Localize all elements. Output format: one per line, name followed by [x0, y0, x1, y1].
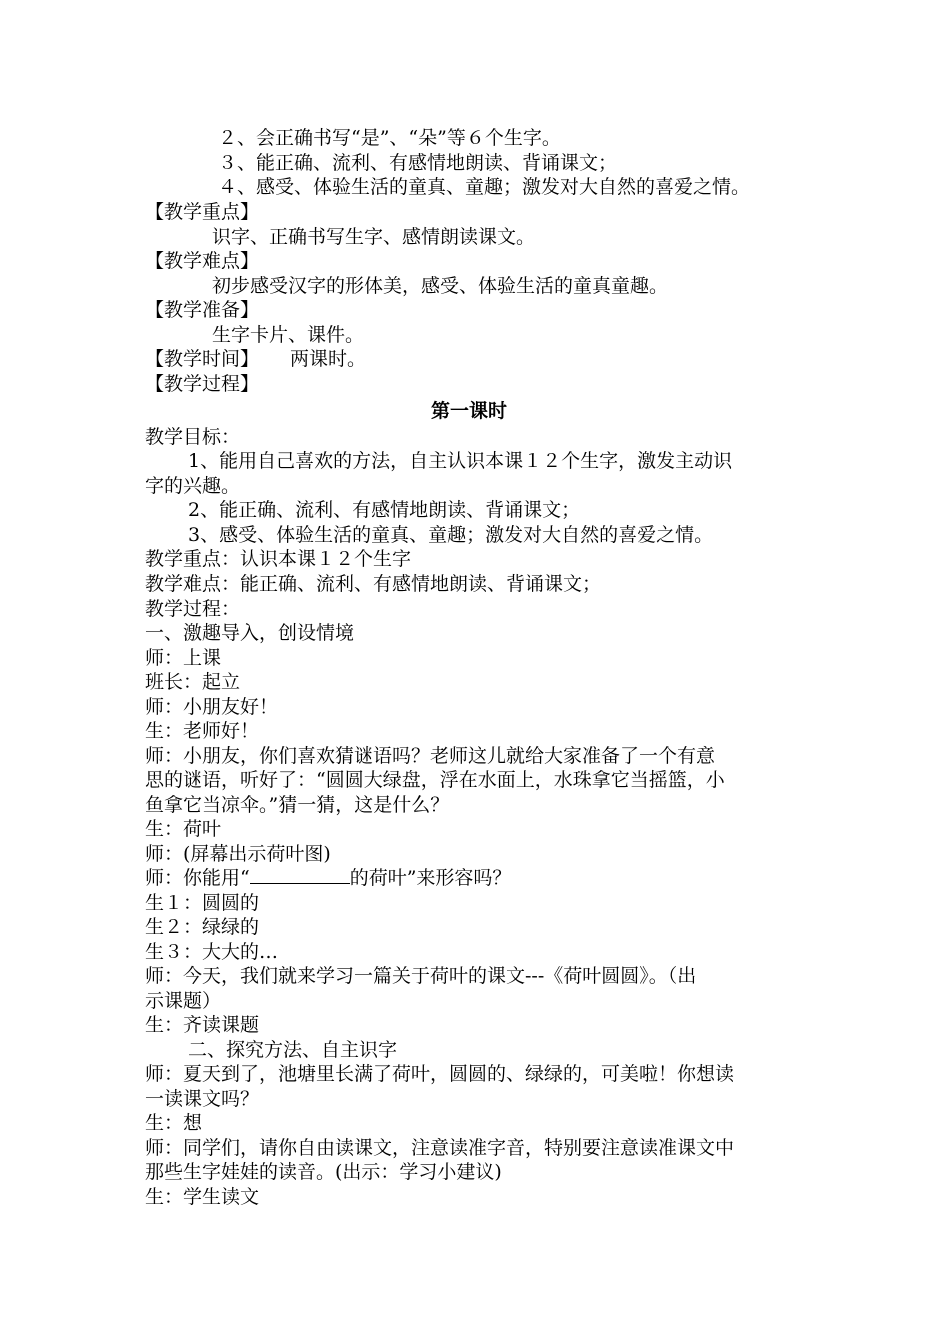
- dialogue-line: 生２：绿绿的: [145, 916, 260, 938]
- dialogue-line: 思的谜语，听好了：“圆圆大绿盘，浮在水面上，水珠拿它当摇篮，小: [145, 769, 725, 791]
- focus-text: 识字、正确书写生字、感情朗读课文。: [212, 226, 536, 248]
- time-text: 两课时。: [290, 348, 367, 370]
- lesson-goal-3: 3、感受、体验生活的童真、童趣；激发对大自然的喜爱之情。: [188, 524, 714, 546]
- focus-heading: 【教学重点】: [145, 201, 260, 223]
- lesson-goals-label: 教学目标：: [145, 426, 241, 448]
- lesson-focus: 教学重点：认识本课１２个生字: [145, 548, 412, 570]
- dialogue-line: 生：齐读课题: [145, 1014, 260, 1036]
- dialogue-line: 生：老师好！: [145, 720, 260, 742]
- part-1-heading: 一、激趣导入，创设情境: [145, 622, 355, 644]
- dialogue-line: 生１：圆圆的: [145, 892, 260, 914]
- dialogue-text: 的荷叶”来形容吗？: [349, 867, 512, 889]
- fill-in-blank: [250, 867, 350, 884]
- dialogue-line: 班长：起立: [145, 671, 241, 693]
- dialogue-line: 师：夏天到了，池塘里长满了荷叶，圆圆的、绿绿的，可美啦！你想读: [145, 1063, 735, 1085]
- lesson-goal-1b: 字的兴趣。: [145, 475, 241, 497]
- time-heading: 【教学时间】: [145, 348, 260, 370]
- difficulty-heading: 【教学难点】: [145, 250, 260, 272]
- dialogue-line: 生：想: [145, 1112, 203, 1134]
- difficulty-text: 初步感受汉字的形体美，感受、体验生活的童真童趣。: [212, 275, 669, 297]
- dialogue-line: 师：小朋友好！: [145, 696, 279, 718]
- dialogue-line: 师：上课: [145, 647, 222, 669]
- prep-text: 生字卡片、课件。: [212, 324, 365, 346]
- goal-4: ４、感受、体验生活的童真、童趣；激发对大自然的喜爱之情。: [218, 176, 751, 198]
- dialogue-line: 师：今天，我们就来学习一篇关于荷叶的课文---《荷叶圆圆》。（出: [145, 965, 697, 987]
- lesson-difficulty: 教学难点：能正确、流利、有感情地朗读、背诵课文；: [145, 573, 602, 595]
- lesson-process-label: 教学过程：: [145, 598, 241, 620]
- dialogue-line: 鱼拿它当凉伞。”猜一猜，这是什么？: [145, 794, 450, 816]
- dialogue-fill-blank-line: [145, 866, 511, 890]
- dialogue-line: 那些生字娃娃的读音。(出示：学习小建议): [145, 1161, 502, 1183]
- dialogue-text: 师：你能用“: [145, 867, 250, 889]
- dialogue-line: 生３：大大的…: [145, 941, 279, 963]
- dialogue-line: 生：荷叶: [145, 818, 222, 840]
- goal-3: ３、能正确、流利、有感情地朗读、背诵课文；: [218, 152, 618, 174]
- part-2-heading: 二、探究方法、自主识字: [188, 1039, 398, 1061]
- lesson-title: 第一课时: [431, 400, 508, 422]
- dialogue-line: 示课题）: [145, 990, 222, 1012]
- goal-2: ２、会正确书写“是”、“朵”等６个生字。: [218, 127, 561, 149]
- prep-heading: 【教学准备】: [145, 299, 260, 321]
- dialogue-line: 师：小朋友，你们喜欢猜谜语吗？老师这儿就给大家准备了一个有意: [145, 745, 716, 767]
- lesson-goal-2: 2、能正确、流利、有感情地朗读、背诵课文；: [188, 499, 581, 521]
- dialogue-line: 一读课文吗？: [145, 1088, 260, 1110]
- process-heading: 【教学过程】: [145, 373, 260, 395]
- dialogue-line: 师：(屏幕出示荷叶图): [145, 843, 331, 865]
- dialogue-line: 生：学生读文: [145, 1186, 260, 1208]
- lesson-goal-1a: 1、能用自己喜欢的方法，自主认识本课１２个生字，激发主动识: [188, 450, 733, 472]
- dialogue-line: 师：同学们，请你自由读课文，注意读准字音，特别要注意读准课文中: [145, 1137, 735, 1159]
